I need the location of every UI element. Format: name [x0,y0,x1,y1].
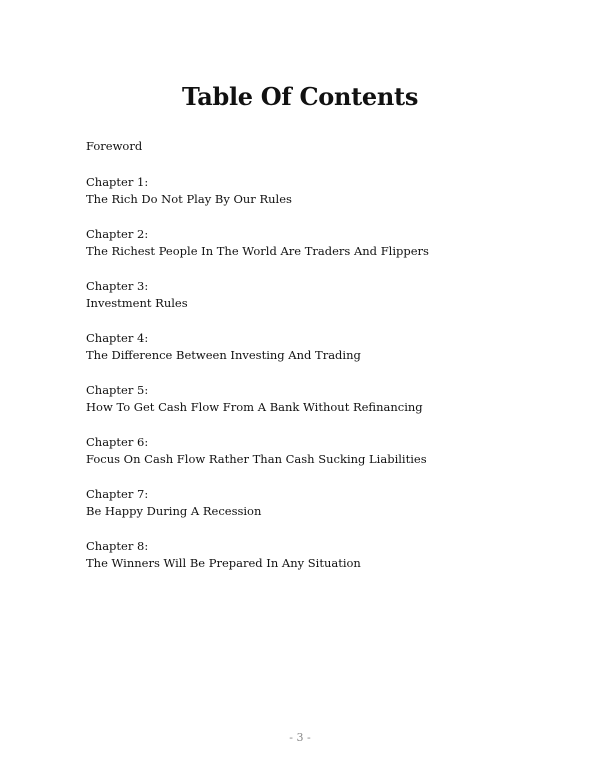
chapter-title: The Difference Between Investing And Trading [86,348,361,362]
chapter-label: Chapter 1: [86,174,149,189]
toc-entry-chapter-5 [86,382,546,417]
chapter-title: How To Get Cash Flow From A Bank Without Refinancing [86,400,423,414]
table-of-contents [86,138,546,590]
chapter-title: Investment Rules [86,296,188,310]
toc-entry-chapter-6 [86,434,546,469]
chapter-label: Chapter 3: [86,278,149,293]
chapter-label: Chapter 8: [86,538,149,553]
chapter-label: Chapter 2: [86,226,149,241]
page-title: Table Of Contents [181,82,419,111]
foreword-label: Foreword [86,139,143,153]
toc-entry-chapter-1 [86,174,546,209]
chapter-title: Be Happy During A Recession [86,504,262,518]
chapter-label: Chapter 4: [86,330,149,345]
toc-entry-foreword [86,138,546,156]
toc-entry-chapter-3 [86,278,546,313]
chapter-label: Chapter 5: [86,382,149,397]
chapter-label: Chapter 6: [86,434,149,449]
page-number: - 3 - [289,731,311,744]
toc-entry-chapter-8 [86,538,546,573]
toc-entry-chapter-4 [86,330,546,365]
chapter-title: Focus On Cash Flow Rather Than Cash Sucking Liabilities [86,452,427,466]
chapter-title: The Rich Do Not Play By Our Rules [86,192,292,206]
toc-entry-chapter-2 [86,226,546,261]
toc-entry-chapter-7 [86,486,546,521]
chapter-title: The Richest People In The World Are Traders And Flippers [86,244,429,258]
chapter-title: The Winners Will Be Prepared In Any Situation [86,556,361,570]
chapter-label: Chapter 7: [86,486,149,501]
